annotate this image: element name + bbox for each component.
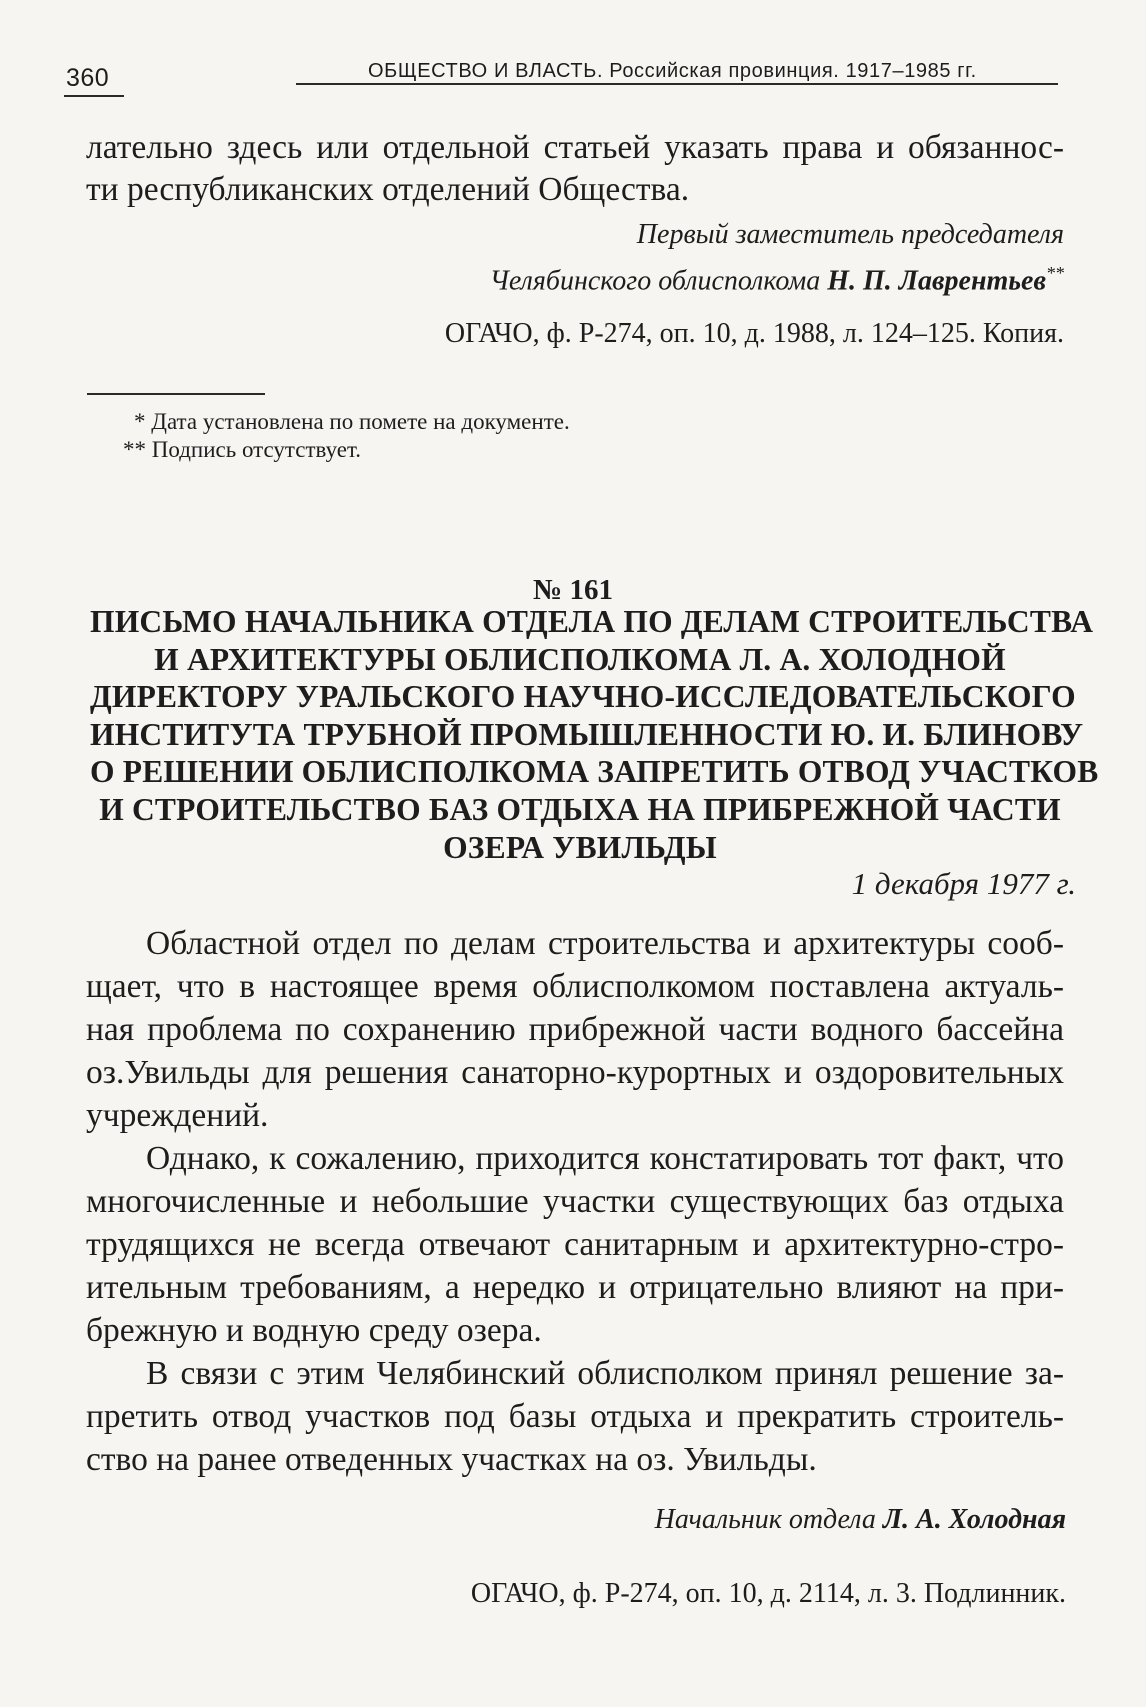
archive-source: ОГАЧО, ф. Р-274, оп. 10, д. 2114, л. 3. Подлинник. — [470, 1578, 1066, 1609]
signature-name: Л. А. Холодная — [882, 1504, 1066, 1535]
prev-archive-source: ОГАЧО, ф. Р-274, оп. 10, д. 1988, л. 124–125. Копия. — [444, 318, 1064, 349]
prev-signature-name: Н. П. Лаврентьев — [827, 265, 1046, 297]
text-line: щает, что в настоящее время облисполкомом поставлена актуаль- — [86, 968, 1064, 1005]
document-title — [90, 603, 1099, 866]
text-line: ительным требованиям, а нередко и отрицательно влияют на при- — [86, 1269, 1064, 1306]
title-line: ДИРЕКТОРУ УРАЛЬСКОГО НАУЧНО-ИССЛЕДОВАТЕЛЬСКОГО — [90, 679, 1076, 715]
text-line: претить отвод участков под базы отдыха и прекратить строитель- — [86, 1398, 1064, 1435]
text-line: ная проблема по сохранению прибрежной части водного бассейна — [86, 1011, 1064, 1048]
text-line: брежную и водную среду озера. — [86, 1312, 542, 1349]
signature-title: Начальник отдела — [654, 1504, 883, 1535]
footnote-1: * Дата установлена по помете на документе. — [134, 409, 570, 434]
title-line: ПИСЬМО НАЧАЛЬНИКА ОТДЕЛА ПО ДЕЛАМ СТРОИТЕЛЬСТВА — [90, 604, 1094, 639]
title-line: ИНСТИТУТА ТРУБНОЙ ПРОМЫШЛЕННОСТИ Ю. И. БЛИНОВУ — [90, 716, 1084, 752]
prev-signature-position: Первый заместитель председателя — [636, 219, 1064, 250]
prev-signature-org: Челябинского облисполкома — [489, 265, 828, 297]
title-line: О РЕШЕНИИ ОБЛИСПОЛКОМА ЗАПРЕТИТЬ ОТВОД УЧАСТКОВ — [90, 754, 1099, 790]
title-line: И СТРОИТЕЛЬСТВО БАЗ ОТДЫХА НА ПРИБРЕЖНОЙ ЧАСТИ — [99, 791, 1061, 827]
running-title: ОБЩЕСТВО И ВЛАСТЬ. Российская провинция. 1917–1985 гг. — [368, 60, 977, 82]
page-number-underline — [64, 95, 124, 97]
document-date: 1 декабря 1977 г. — [851, 866, 1076, 901]
prev-signature-mark: ** — [1046, 263, 1064, 283]
running-title-rule — [296, 83, 1058, 85]
prev-signature — [490, 254, 1064, 300]
text-line: Областной отдел по делам строительства и архитектуры сооб- — [146, 925, 1064, 962]
title-line: ОЗЕРА УВИЛЬДЫ — [443, 829, 717, 865]
text-line: трудящихся не всегда отвечают санитарным и архитектурно-стро- — [86, 1226, 1064, 1263]
page-number: 360 — [66, 64, 110, 92]
text-line: Однако, к сожалению, приходится констатировать тот факт, что — [146, 1140, 1064, 1177]
text-line: многочисленные и небольшие участки существующих баз отдыха — [86, 1183, 1064, 1220]
text-line: ство на ранее отведенных участках на оз. Увильды. — [86, 1441, 817, 1478]
title-line: И АРХИТЕКТУРЫ ОБЛИСПОЛКОМА Л. А. ХОЛОДНОЙ — [154, 641, 1006, 677]
text-line: учреждений. — [86, 1097, 269, 1134]
text-line: ти республиканских отделений Общества. — [86, 171, 690, 208]
footnote-rule — [87, 393, 265, 395]
text-line: лательно здесь или отдельной статьей указать права и обязаннос- — [86, 129, 1064, 166]
footnote-2: ** Подпись отсутствует. — [123, 437, 362, 462]
document-number: № 161 — [533, 574, 613, 606]
document-signature — [655, 1501, 1066, 1539]
text-line: оз.Увильды для решения санаторно-курортных и оздоровительных — [86, 1054, 1064, 1091]
text-line: В связи с этим Челябинский облисполком принял решение за- — [146, 1355, 1064, 1392]
